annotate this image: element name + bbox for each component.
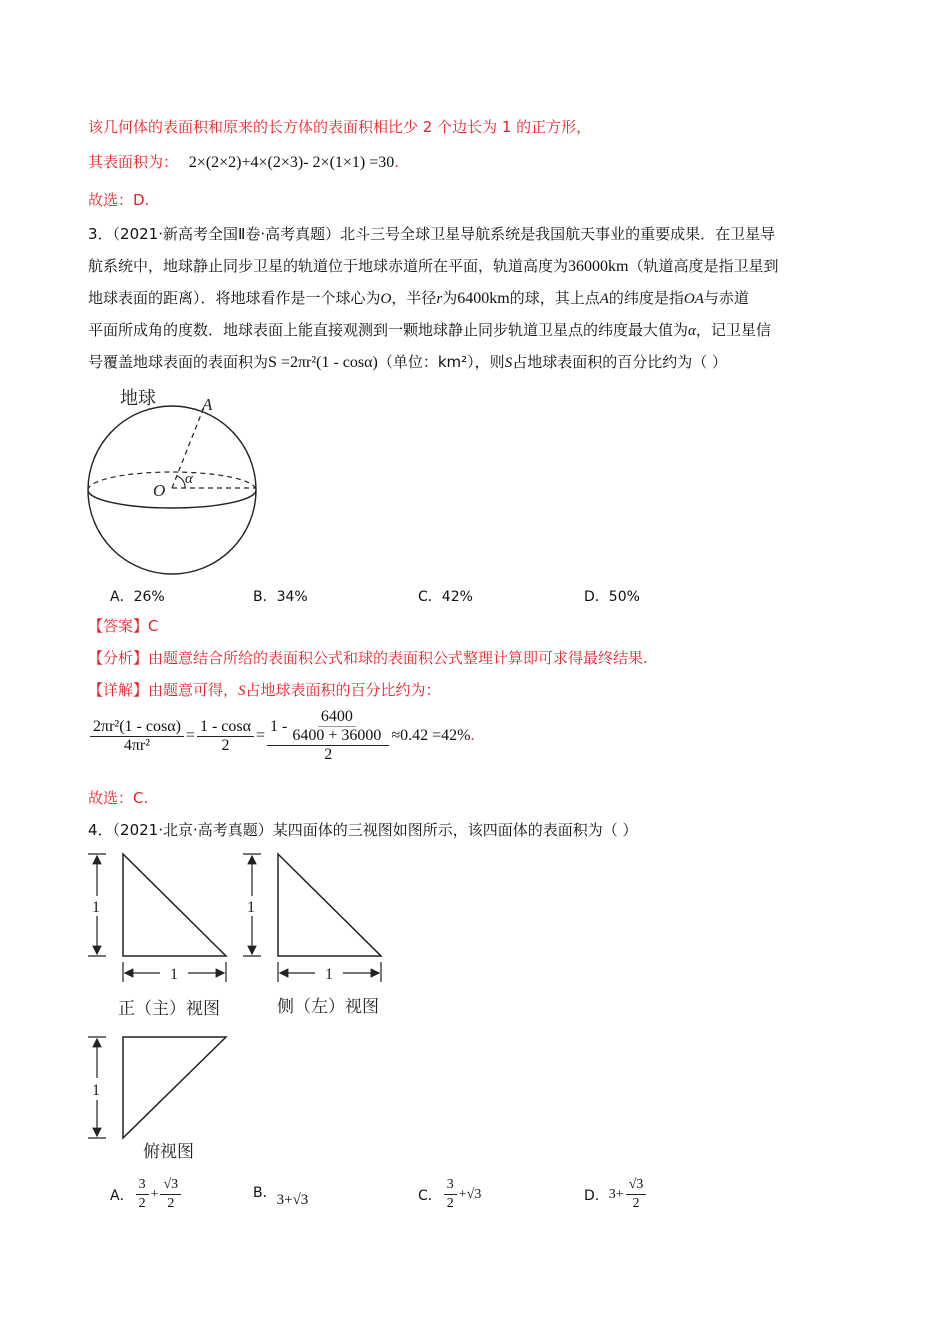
fraction-denominator: 2 xyxy=(138,1196,146,1211)
fraction-numerator: 3 xyxy=(136,1176,149,1195)
label-O: O xyxy=(153,481,166,500)
var-r: r xyxy=(436,291,443,307)
top-view-diagram xyxy=(80,1030,260,1165)
option-letter: A． xyxy=(110,589,134,605)
q3-text: 平面所成角的度数．地球表面上能直接观测到一颗地球静止同步轨道卫星点的纬度最大值为 xyxy=(88,321,689,339)
inner-denominator: 6400 + 36000 xyxy=(292,727,382,744)
q3-text: 的球，其上点 xyxy=(509,289,600,307)
option-value: 34% xyxy=(276,589,308,605)
q3-text: 的纬度是指 xyxy=(608,289,684,307)
prev-solution-line2 xyxy=(88,152,399,173)
q3-text: 航系统中，地球静止同步卫星的轨道位于地球赤道所在平面，轨道高度为 xyxy=(88,257,569,275)
answer-tag: 【答案】 xyxy=(88,617,149,635)
dim-label: 1 xyxy=(92,1082,100,1099)
q4-text: 某四面体的三视图如图所示，该四面体的表面积为（ ） xyxy=(272,821,638,839)
q4-source: （2021·北京·高考真题） xyxy=(112,821,273,839)
q4-line1 xyxy=(88,820,638,840)
q4-option-a[interactable] xyxy=(110,1176,183,1213)
equals: = xyxy=(185,727,195,744)
earth-sphere-diagram xyxy=(80,380,280,580)
option-letter: C． xyxy=(418,589,442,605)
q3-text: 占地球表面积的百分比约为（ ） xyxy=(512,353,727,371)
var-alpha: α xyxy=(688,323,696,339)
fraction-numerator: √3 xyxy=(626,1176,647,1195)
side-view-diagram xyxy=(235,848,410,1023)
q3-text: 为 xyxy=(442,289,458,307)
analysis-text: 由题意结合所给的表面积公式和球的表面积公式整理计算即可求得最终结果. xyxy=(148,649,648,667)
var-O: O xyxy=(380,291,392,307)
q3-option-c[interactable] xyxy=(418,586,473,606)
option-letter: B． xyxy=(253,1185,277,1201)
option-letter: D． xyxy=(584,589,609,605)
q3-detail-formula xyxy=(88,708,475,764)
q3-text: （单位： xyxy=(377,353,438,371)
q3-line2 xyxy=(88,256,778,277)
inner-numerator: 6400 xyxy=(318,708,356,727)
var-S: S xyxy=(238,683,246,699)
equals: = xyxy=(255,727,266,744)
front-view-label: 正（主）视图 xyxy=(118,999,220,1018)
label-alpha: α xyxy=(185,471,193,487)
option-letter: B． xyxy=(253,589,277,605)
label-A: A xyxy=(202,395,213,414)
coverage-formula: S =2πr²(1 - cosα) xyxy=(268,354,378,371)
q3-text: （轨道高度是指卫星到 xyxy=(628,257,779,275)
q3-text: ，半径 xyxy=(391,289,437,307)
plus: + xyxy=(150,1186,159,1202)
earth-radius: 6400km xyxy=(457,290,510,307)
q4-option-d[interactable] xyxy=(584,1176,648,1213)
q3-analysis xyxy=(88,648,648,668)
q3-option-a[interactable] xyxy=(110,586,165,606)
result: ≈0.42 =42% xyxy=(391,727,471,744)
var-OA: OA xyxy=(683,291,704,307)
unit: km² xyxy=(437,353,468,371)
label-earth: 地球 xyxy=(120,388,156,408)
front-view-diagram xyxy=(80,848,250,1023)
prev-solution-line1: 该几何体的表面积和原来的长方体的表面积相比少 2 个边长为 1 的正方形， xyxy=(88,118,592,136)
dim-label: 1 xyxy=(170,966,178,983)
q3-line3 xyxy=(88,288,749,309)
fraction-denominator: 2 xyxy=(324,746,333,763)
dim-label: 1 xyxy=(247,899,255,916)
q3-text: 地球表面的距离）．将地球看作是一个球心为 xyxy=(88,289,381,307)
formula-period: . xyxy=(470,727,475,744)
var-S: S xyxy=(504,355,513,371)
option-value: 42% xyxy=(441,589,473,605)
formula-period: . xyxy=(394,153,400,171)
q3-text: 号覆盖地球表面的表面积为 xyxy=(88,353,269,371)
fraction-numerator: 3 xyxy=(444,1176,457,1195)
q3-choice: 故选：C. xyxy=(88,789,149,807)
q3-detail xyxy=(88,680,441,701)
q3-text: ，记卫星信 xyxy=(695,321,771,339)
prev-choice: 故选：D. xyxy=(88,191,150,209)
dim-label: 1 xyxy=(325,966,333,983)
detail-text: 由题意可得， xyxy=(148,681,239,699)
surface-area-formula: 2×(2×2)+4×(2×3)- 2×(1×1) =30 xyxy=(188,154,395,171)
q3-line1 xyxy=(88,224,775,244)
side-view-label: 侧（左）视图 xyxy=(277,997,379,1016)
q4-number: 4． xyxy=(88,821,113,839)
option-expression: 3+ xyxy=(608,1186,624,1202)
fraction-denominator: 2 xyxy=(221,736,230,754)
top-view-label: 俯视图 xyxy=(143,1142,194,1161)
q3-option-b[interactable] xyxy=(253,586,308,606)
fraction-numerator: √3 xyxy=(160,1176,181,1195)
option-letter: C． xyxy=(418,1187,442,1204)
q3-answer xyxy=(88,616,159,636)
option-letter: A． xyxy=(110,1187,134,1204)
fraction-denominator: 2 xyxy=(632,1196,640,1211)
fraction-denominator: 4πr² xyxy=(123,736,151,754)
q3-line4 xyxy=(88,320,771,341)
option-expression: +√3 xyxy=(458,1186,482,1202)
answer-value: C xyxy=(148,617,159,635)
fraction-numerator: 1 - cosα xyxy=(197,718,254,737)
one-minus: 1 - xyxy=(270,717,288,735)
fraction-numerator: 2πr²(1 - cosα) xyxy=(90,718,184,737)
q3-option-d[interactable] xyxy=(584,586,640,606)
surface-area-label: 其表面积为： xyxy=(88,153,179,171)
option-value: 50% xyxy=(608,589,640,605)
option-expression: 3+√3 xyxy=(276,1191,309,1208)
q3-text: 与赤道 xyxy=(703,289,749,307)
q3-text: ），则 xyxy=(467,353,505,371)
option-value: 26% xyxy=(133,589,165,605)
dim-label: 1 xyxy=(92,899,100,916)
detail-text: 占地球表面积的百分比约为： xyxy=(245,681,441,699)
orbit-height: 36000km xyxy=(568,258,629,275)
option-letter: D． xyxy=(584,1187,609,1204)
var-A: A xyxy=(599,291,609,307)
q3-number: 3． xyxy=(88,225,113,243)
q4-option-b[interactable] xyxy=(253,1185,309,1210)
analysis-tag: 【分析】 xyxy=(88,649,149,667)
fraction-denominator: 2 xyxy=(446,1196,454,1211)
q4-option-c[interactable] xyxy=(418,1176,481,1213)
q3-text: 北斗三号全球卫星导航系统是我国航天事业的重要成果．在卫星导 xyxy=(340,225,776,243)
detail-tag: 【详解】 xyxy=(88,681,149,699)
q3-source: （2021·新高考全国Ⅱ卷·高考真题） xyxy=(112,225,341,243)
fraction-denominator: 2 xyxy=(167,1196,175,1211)
q3-line5 xyxy=(88,352,727,373)
